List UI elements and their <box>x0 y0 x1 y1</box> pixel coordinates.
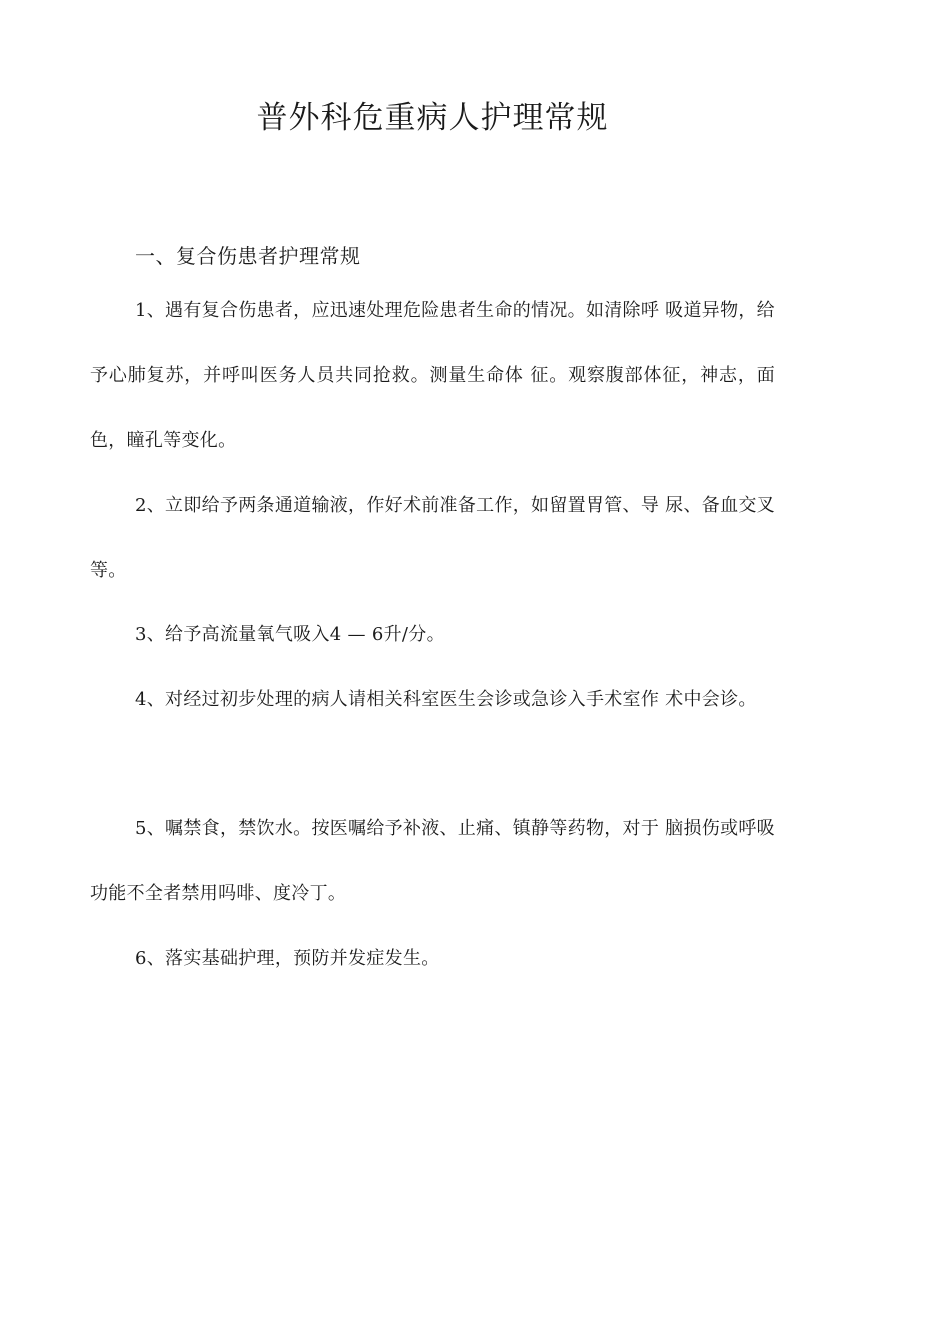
paragraph-5: 5、嘱禁食，禁饮水。按医嘱给予补液、止痛、镇静等药物，对于 脑损伤或呼吸功能不全者禁用吗啡、度冷丁。 <box>90 818 775 904</box>
page-title: 普外科危重病人护理常规 <box>256 100 609 136</box>
paragraph-1: 1、遇有复合伤患者，应迅速处理危险患者生命的情况。如清除呼 吸道异物，给予心肺复苏，并呼叫医务人员共同抢救。测量生命体 征。观察腹部体征，神志，面色，瞳孔等变化。 <box>90 300 775 451</box>
paragraph-4: 4、对经过初步处理的病人请相关科室医生会诊或急诊入手术室作 术中会诊。 <box>135 689 757 710</box>
paragraph-6: 6、落实基础护理，预防并发症发生。 <box>135 948 440 969</box>
paragraph-2: 2、立即给予两条通道输液，作好术前准备工作，如留置胃管、导 尿、备血交叉等。 <box>90 495 775 581</box>
section-heading: 一、复合伤患者护理常规 <box>135 244 361 268</box>
paragraph-3: 3、给予高流量氧气吸入4 — 6升/分。 <box>135 624 445 645</box>
